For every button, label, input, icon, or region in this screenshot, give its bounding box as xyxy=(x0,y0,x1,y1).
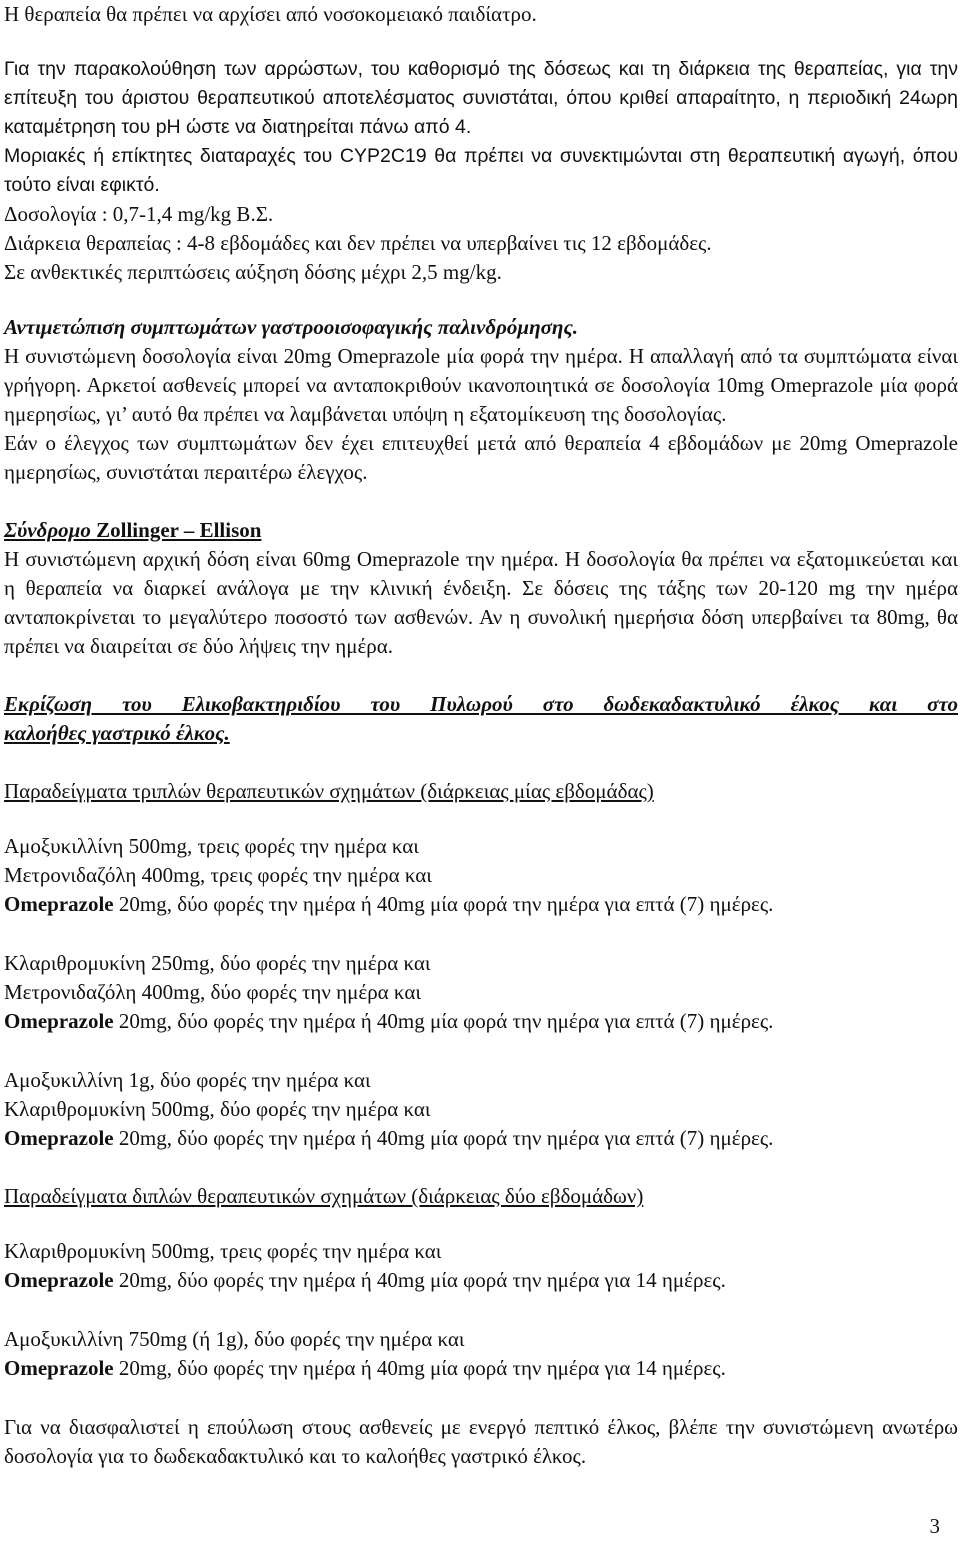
dual-regimen-1 xyxy=(4,1237,958,1295)
zollinger-paragraph: Η συνιστώμενη αρχική δόση είναι 60mg Omeprazole την ημέρα. Η δοσολογία θα πρέπει να εξατομικεύεται και η θεραπεία να διαρκεί ανάλογα με την κλινική ένδειξη. Σε δόσεις της τάξης των 20-120 mg την ημέρα ανταποκρίνεται το μεγαλύτερο ποσοστό των ασθενών. Αν η συνολική ημερήσια δόση υπερβαίνει τα 80mg, θα πρέπει να διαιρείται σε δύο λήψεις την ημέρα. xyxy=(4,547,958,658)
closing-paragraph: Για να διασφαλιστεί η επούλωση στους ασθενείς με ενεργό πεπτικό έλκος, βλέπε την συνιστώμενη ανωτέρω δοσολογία για το δωδεκαδακτυλικό και το καλοήθες γαστρικό έλκος. xyxy=(4,1415,958,1468)
regimen-line: Αμοξυκιλλίνη 1g, δύο φορές την ημέρα και xyxy=(4,1068,371,1092)
regimen-omeprazole-line xyxy=(4,1007,958,1036)
dosage-line: Δοσολογία : 0,7-1,4 mg/kg Β.Σ. xyxy=(4,202,274,226)
regimen-dose: 20mg, δύο φορές την ημέρα ή 40mg μία φορά την ημέρα για επτά (7) ημέρες. xyxy=(113,892,774,916)
drug-name: Omeprazole xyxy=(4,892,114,916)
zollinger-heading-bold: Zollinger – Ellison xyxy=(90,518,262,542)
drug-name: Omeprazole xyxy=(4,1126,114,1150)
triple-regimen-1 xyxy=(4,832,958,919)
dual-regimens-heading: Παραδείγματα διπλών θεραπευτικών σχημάτων (διάρκειας δύο εβδομάδων) xyxy=(4,1184,644,1208)
regimen-dose: 20mg, δύο φορές την ημέρα ή 40mg μία φορά την ημέρα για επτά (7) ημέρες. xyxy=(113,1126,774,1150)
regimen-line: Κλαριθρομυκίνη 500mg, τρεις φορές την ημέρα και xyxy=(4,1239,442,1263)
document-page xyxy=(4,0,958,1471)
regimen-line: Κλαριθρομυκίνη 250mg, δύο φορές την ημέρα και xyxy=(4,951,431,975)
reflux-paragraph-2: Εάν ο έλεγχος των συμπτωμάτων δεν έχει επιτευχθεί μετά από θεραπεία 4 εβδομάδων με 20mg Omeprazole ημερησίως, συνιστάται περαιτέρω έλεγχος. xyxy=(4,431,958,484)
monitoring-paragraph: Για την παρακολούθηση των αρρώστων, του καθορισμό της δόσεως και τη διάρκεια της θεραπείας, για την επίτευξη του άριστου θεραπευτικού αποτελέσματος συνιστάται, όπου κριθεί απαραίτητο, η περιοδική 24ωρη καταμέτρηση του pH ώστε να διατηρείται πάνω από 4. xyxy=(4,58,958,138)
eradication-heading-line-1: Εκρίζωση του Ελικοβακτηριδίου του Πυλωρού στο δωδεκαδακτυλικό έλκος και στο xyxy=(4,692,958,716)
regimen-dose: 20mg, δύο φορές την ημέρα ή 40mg μία φορά την ημέρα για 14 ημέρες. xyxy=(113,1356,726,1380)
dual-regimen-2 xyxy=(4,1325,958,1383)
resistant-line: Σε ανθεκτικές περιπτώσεις αύξηση δόσης μέχρι 2,5 mg/kg. xyxy=(4,260,502,284)
triple-regimen-2 xyxy=(4,949,958,1036)
zollinger-heading-italic: Σύνδρομο xyxy=(4,518,91,542)
regimen-omeprazole-line xyxy=(4,1124,958,1153)
drug-name: Omeprazole xyxy=(4,1268,114,1292)
regimen-dose: 20mg, δύο φορές την ημέρα ή 40mg μία φορά την ημέρα για επτά (7) ημέρες. xyxy=(113,1009,774,1033)
regimen-omeprazole-line xyxy=(4,1266,958,1295)
regimen-line: Μετρονιδαζόλη 400mg, τρεις φορές την ημέρα και xyxy=(4,863,432,887)
reflux-heading: Αντιμετώπιση συμπτωμάτων γαστροοισοφαγικής παλινδρόμησης. xyxy=(4,315,579,339)
regimen-line: Αμοξυκιλλίνη 500mg, τρεις φορές την ημέρα και xyxy=(4,834,419,858)
drug-name: Omeprazole xyxy=(4,1009,114,1033)
regimen-line: Κλαριθρομυκίνη 500mg, δύο φορές την ημέρα και xyxy=(4,1097,431,1121)
cyp-paragraph: Μοριακές ή επίκτητες διαταραχές του CYP2C19 θα πρέπει να συνεκτιμώνται στη θεραπευτική αγωγή, όπου τούτο είναι εφικτό. xyxy=(4,145,958,196)
regimen-omeprazole-line xyxy=(4,890,958,919)
triple-regimens-heading: Παραδείγματα τριπλών θεραπευτικών σχημάτων (διάρκειας μίας εβδομάδας) xyxy=(4,779,654,803)
reflux-paragraph-1: Η συνιστώμενη δοσολογία είναι 20mg Omeprazole μία φορά την ημέρα. Η απαλλαγή από τα συμπτώματα είναι γρήγορη. Αρκετοί ασθενείς μπορεί να ανταποκριθούν ικανοποιητικά σε δοσολογία 10mg Omeprazole μία φορά ημερησίως, γι’ αυτό θα πρέπει να λαμβάνεται υπόψη η εξατομίκευση της δοσολογίας. xyxy=(4,344,958,426)
zollinger-heading xyxy=(4,516,958,545)
eradication-heading-line-2: καλοήθες γαστρικό έλκος. xyxy=(4,721,230,745)
duration-line: Διάρκεια θεραπείας : 4-8 εβδομάδες και δεν πρέπει να υπερβαίνει τις 12 εβδομάδες. xyxy=(4,231,712,255)
regimen-dose: 20mg, δύο φορές την ημέρα ή 40mg μία φορά την ημέρα για 14 ημέρες. xyxy=(113,1268,726,1292)
regimen-line: Αμοξυκιλλίνη 750mg (ή 1g), δύο φορές την ημέρα και xyxy=(4,1327,465,1351)
regimen-omeprazole-line xyxy=(4,1354,958,1383)
intro-text: Η θεραπεία θα πρέπει να αρχίσει από νοσοκομειακό παιδίατρο. xyxy=(4,2,537,26)
triple-regimen-3 xyxy=(4,1066,958,1153)
page-number: 3 xyxy=(929,1514,940,1538)
drug-name: Omeprazole xyxy=(4,1356,114,1380)
regimen-line: Μετρονιδαζόλη 400mg, δύο φορές την ημέρα και xyxy=(4,980,421,1004)
